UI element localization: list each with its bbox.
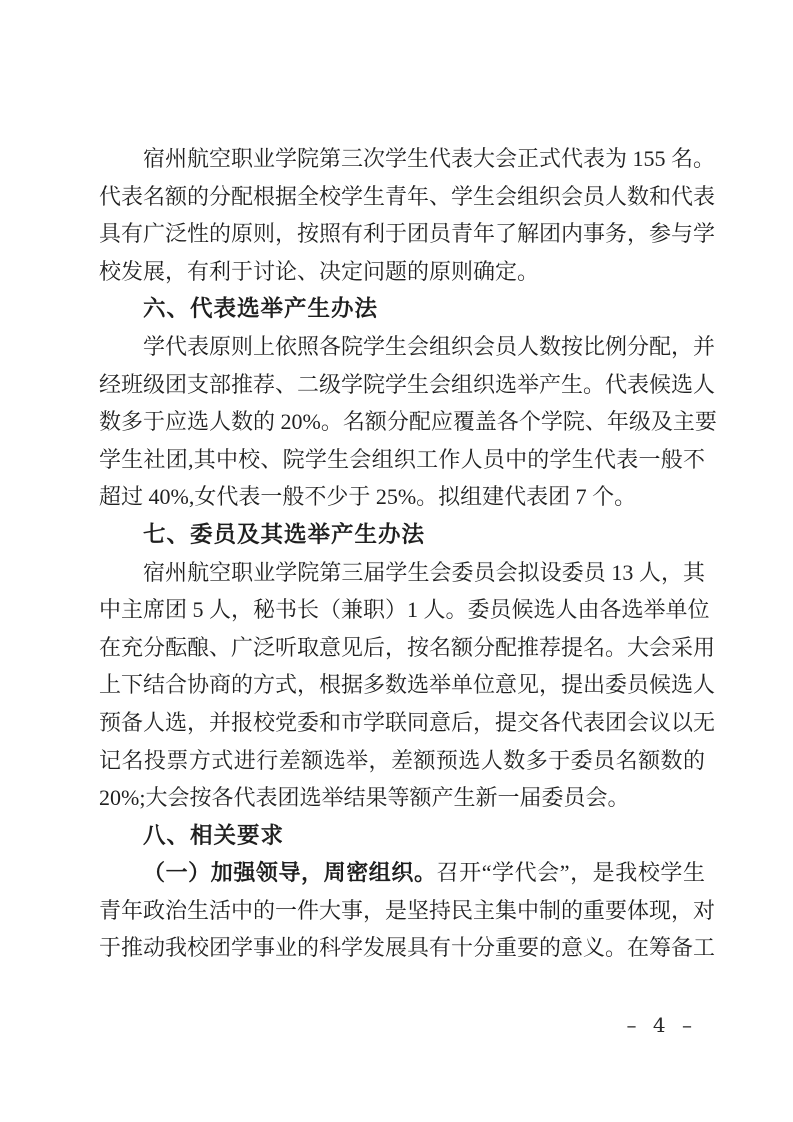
document-body bbox=[99, 140, 717, 967]
body-line: 校发展，有利于讨论、决定问题的原则确定。 bbox=[99, 258, 540, 284]
body-line: 于推动我校团学事业的科学发展具有十分重要的意义。在筹备工 bbox=[99, 935, 716, 961]
body-line: 超过 40%,女代表一般不少于 25%。拟组建代表团 7 个。 bbox=[99, 484, 637, 510]
body-line-text: 召开“学代会”，是我校学生 bbox=[436, 860, 705, 886]
body-line: 记名投票方式进行差额选举，差额预选人数多于委员名额数的 bbox=[99, 747, 705, 773]
body-line: 经班级团支部推荐、二级学院学生会组织选举产生。代表候选人 bbox=[99, 371, 716, 397]
body-line: 中主席团 5 人，秘书长（兼职）1 人。委员候选人由各选举单位 bbox=[99, 597, 710, 623]
body-line: 预备人选，并报校党委和市学联同意后，提交各代表团会议以无 bbox=[99, 709, 716, 735]
paragraph-lead-in: （一）加强领导，周密组织。 bbox=[143, 860, 437, 886]
body-line: 上下结合协商的方式，根据多数选举单位意见，提出委员候选人 bbox=[99, 672, 716, 698]
body-line: 学生社团,其中校、院学生会组织工作人员中的学生代表一般不 bbox=[99, 446, 705, 472]
body-line: 20%;大会按各代表团选举结果等额产生新一届委员会。 bbox=[99, 785, 630, 811]
body-line: 宿州航空职业学院第三届学生会委员会拟设委员 13 人，其 bbox=[143, 559, 705, 585]
body-line: 数多于应选人数的 20%。名额分配应覆盖各个学院、年级及主要 bbox=[99, 409, 717, 435]
page-number: – 4 – bbox=[626, 1013, 697, 1037]
body-line: 宿州航空职业学院第三次学生代表大会正式代表为 155 名。 bbox=[143, 146, 716, 171]
body-line: 代表名额的分配根据全校学生青年、学生会组织会员人数和代表 bbox=[99, 183, 716, 209]
body-line: 青年政治生活中的一件大事，是坚持民主集中制的重要体现，对 bbox=[99, 897, 716, 923]
section-heading-6: 六、代表选举产生办法 bbox=[143, 296, 379, 322]
section-heading-7: 七、委员及其选举产生办法 bbox=[143, 521, 426, 547]
body-line: 具有广泛性的原则，按照有利于团员青年了解团内事务，参与学 bbox=[99, 221, 716, 247]
body-line bbox=[99, 854, 705, 892]
body-line: 在充分酝酿、广泛听取意见后，按名额分配推荐提名。大会采用 bbox=[99, 634, 716, 660]
section-heading-8: 八、相关要求 bbox=[143, 822, 285, 848]
body-line: 学代表原则上依照各院学生会组织会员人数按比例分配，并 bbox=[143, 333, 716, 359]
